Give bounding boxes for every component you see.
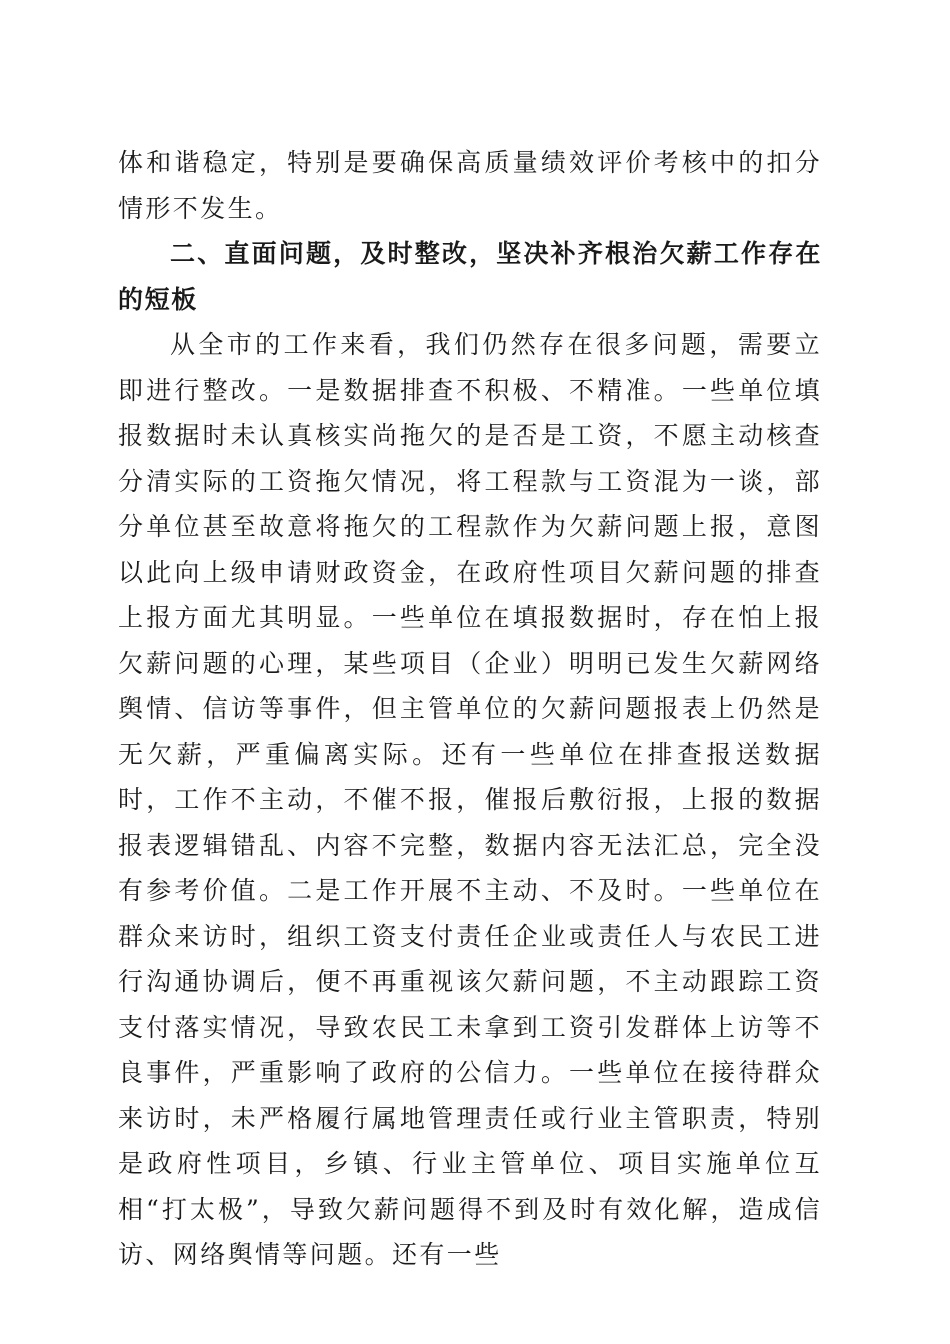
body-paragraph: 从全市的工作来看，我们仍然存在很多问题，需要立即进行整改。一是数据排查不积极、不精准。一些单位填报数据时未认真核实尚拖欠的是否是工资，不愿主动核查分清实际的工资拖欠情况，将工程款与工资混为一谈，部分单位甚至故意将拖欠的工程款作为欠薪问题上报，意图以此向上级申请财政资金，在政府性项目欠薪问题的排查上报方面尤其明显。一些单位在填报数据时，存在怕上报欠薪问题的心理，某些项目（企业）明明已发生欠薪网络舆情、信访等事件，但主管单位的欠薪问题报表上仍然是无欠薪，严重偏离实际。还有一些单位在排查报送数据时，工作不主动，不催不报，催报后敷衍报，上报的数据报表逻辑错乱、内容不完整，数据内容无法汇总，完全没有参考价值。二是工作开展不主动、不及时。一些单位在群众来访时，组织工资支付责任企业或责任人与农民工进行沟通协调后，便不再重视该欠薪问题，不主动跟踪工资支付落实情况，导致农民工未拿到工资引发群体上访等不良事件，严重影响了政府的公信力。一些单位在接待群众来访时，未严格履行属地管理责任或行业主管职责，特别是政府性项目，乡镇、行业主管单位、项目实施单位互相“打太极”，导致欠薪问题得不到及时有效化解，造成信访、网络舆情等问题。还有一些 bbox=[118, 330, 822, 1269]
section-heading: 二、直面问题，及时整改，坚决补齐根治欠薪工作存在的短板 bbox=[118, 239, 822, 314]
continuation-paragraph: 体和谐稳定，特别是要确保高质量绩效评价考核中的扣分情形不发生。 bbox=[118, 148, 822, 223]
document-page bbox=[118, 140, 822, 1278]
